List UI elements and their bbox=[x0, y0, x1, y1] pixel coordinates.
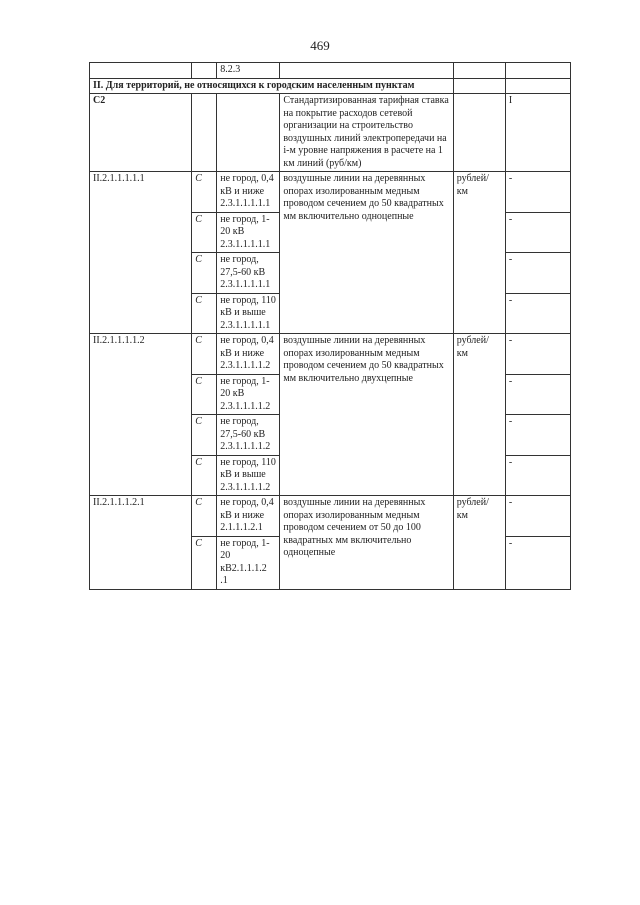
row-condition: не город, 27,5-60 кВ 2.3.1.1.1.1.2 bbox=[217, 415, 280, 456]
row-code: II.2.1.1.1.1.2 bbox=[90, 334, 192, 496]
section-heading-row bbox=[90, 78, 571, 94]
row-unit: рублей/ км bbox=[453, 496, 505, 590]
table-row bbox=[90, 94, 571, 172]
table-row bbox=[90, 63, 571, 79]
row-code: C2 bbox=[90, 94, 192, 172]
row-value: - bbox=[505, 293, 570, 334]
row-letter: C bbox=[192, 536, 217, 589]
row-description: воздушные линии на деревянных опорах изолированным медным проводом сечением от 50 до 100 квадратных мм включительно одноцепные bbox=[280, 496, 453, 590]
row-condition: не город, 1-20 кВ2.1.1.1.2 .1 bbox=[217, 536, 280, 589]
row-letter: C bbox=[192, 415, 217, 456]
row-description: воздушные линии на деревянных опорах изолированным медным проводом сечением до 50 квадратных мм включительно двухцепные bbox=[280, 334, 453, 496]
table-row bbox=[90, 334, 571, 375]
row-description: Стандартизированная тарифная ставка на покрытие расходов сетевой организации на строительство воздушных линий электропередачи на i-м уровне напряжения в расчете на 1 км линий (руб/км) bbox=[280, 94, 453, 172]
row-value: - bbox=[505, 415, 570, 456]
row-code: II.2.1.1.1.2.1 bbox=[90, 496, 192, 590]
row-letter: C bbox=[192, 172, 217, 213]
row-letter: C bbox=[192, 334, 217, 375]
page-number: 469 bbox=[310, 38, 330, 53]
row-code: II.2.1.1.1.1.1 bbox=[90, 172, 192, 334]
row-condition: не город, 110 кВ и выше 2.3.1.1.1.1.1 bbox=[217, 293, 280, 334]
table-row bbox=[90, 172, 571, 213]
table-row bbox=[90, 496, 571, 537]
row-letter: C bbox=[192, 212, 217, 253]
tariff-table bbox=[89, 62, 571, 590]
row-condition: не город, 27,5-60 кВ 2.3.1.1.1.1.1 bbox=[217, 253, 280, 294]
section-heading: II. Для территорий, не относящихся к городским населенным пунктам bbox=[90, 78, 454, 94]
cell-reference: 8.2.3 bbox=[217, 63, 280, 79]
row-value: - bbox=[505, 172, 570, 213]
row-unit: рублей/ км bbox=[453, 172, 505, 334]
row-condition: не город, 1-20 кВ 2.3.1.1.1.1.2 bbox=[217, 374, 280, 415]
row-value: I bbox=[505, 94, 570, 172]
row-letter: C bbox=[192, 455, 217, 496]
row-letter: C bbox=[192, 293, 217, 334]
row-letter: C bbox=[192, 496, 217, 537]
row-condition: не город, 110 кВ и выше 2.3.1.1.1.1.2 bbox=[217, 455, 280, 496]
row-value: - bbox=[505, 374, 570, 415]
row-condition: не город, 0,4 кВ и ниже 2.3.1.1.1.1.1 bbox=[217, 172, 280, 213]
row-condition: не город, 0,4 кВ и ниже 2.3.1.1.1.1.2 bbox=[217, 334, 280, 375]
row-value: - bbox=[505, 334, 570, 375]
row-value: - bbox=[505, 496, 570, 537]
row-value: - bbox=[505, 212, 570, 253]
row-description: воздушные линии на деревянных опорах изолированным медным проводом сечением до 50 квадратных мм включительно одноцепные bbox=[280, 172, 453, 334]
row-condition: не город, 1-20 кВ 2.3.1.1.1.1.1 bbox=[217, 212, 280, 253]
row-letter: C bbox=[192, 253, 217, 294]
row-condition: не город, 0,4 кВ и ниже 2.1.1.1.2.1 bbox=[217, 496, 280, 537]
row-letter: C bbox=[192, 374, 217, 415]
row-value: - bbox=[505, 536, 570, 589]
row-value: - bbox=[505, 253, 570, 294]
row-value: - bbox=[505, 455, 570, 496]
row-unit: рублей/ км bbox=[453, 334, 505, 496]
